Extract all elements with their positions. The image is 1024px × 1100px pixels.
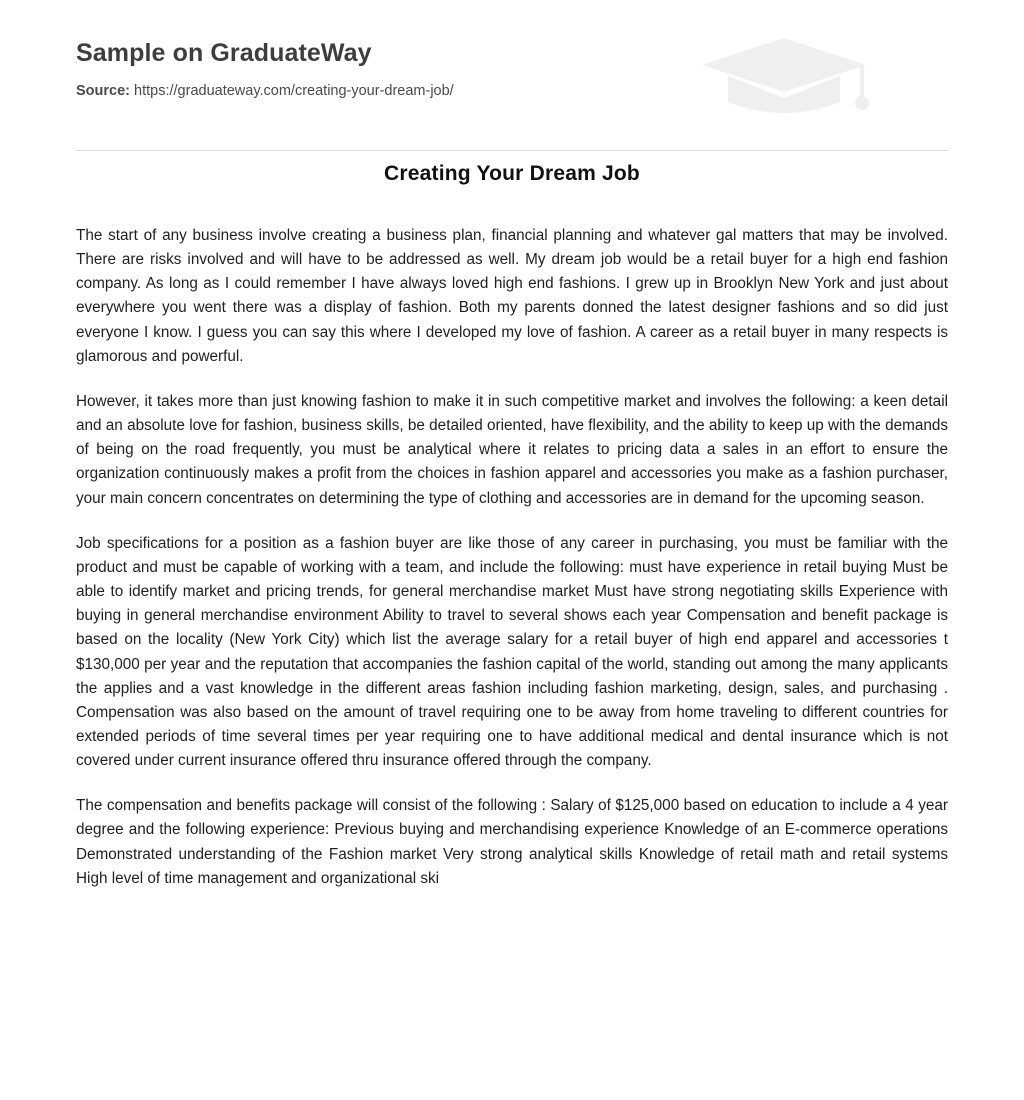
paragraph: The compensation and benefits package will consist of the following : Salary of $125,000 based on education to include a 4 year degree and the following experience: Previous buying and merchandising experience Knowledge of an E-commerce operations Demonstrated understanding of the Fashion market Very strong analytical skills Knowledge of retail math and retail systems High level of time management and organizational ski [76,797,948,887]
graduation-cap-icon [694,28,874,123]
paragraph: The start of any business involve creating a business plan, financial planning and whatever gal matters that may be involved. There are risks involved and will have to be addressed as well. My dream job would be a retail buyer for a high end fashion company. As long as I could remember I have always loved high end fashions. I grew up in Brooklyn New York and just about everywhere you went there was a display of fashion. Both my parents donned the latest designer fashions and so did just everyone I know. I guess you can say this where I developed my love of fashion. A career as a retail buyer in many respects is glamorous and powerful. [76,227,948,365]
source-label: Source: [76,83,130,99]
paragraph: Job specifications for a position as a fashion buyer are like those of any career in purchasing, you must be familiar with the product and must be capable of working with a team, and include the following: must have experience in retail buying Must be able to identify market and pricing trends, for general merchandise market Must have strong negotiating skills Experience with buying in general merchandise environment Ability to travel to several shows each year Compensation and benefit package is based on the locality (New York City) which list the average salary for a retail buyer of high end apparel and accessories t $130,000 per year and the reputation that accompanies the fashion capital of the world, standing out among the many applicants the applies and a vast knowledge in the different areas fashion including fashion marketing, design, sales, and purchasing . Compensation was also based on the amount of travel requiring one to be away from home traveling to different countries for extended periods of time several times per year requiring one to have additional medical and dental insurance which is not covered under current insurance offered thru insurance offered through the company. [76,534,948,770]
site-title: Sample on GraduateWay [76,39,372,67]
page-title: Creating Your Dream Job [384,162,640,185]
header-divider [76,150,948,151]
document-body [76,224,948,891]
source-url[interactable]: https://graduateway.com/creating-your-dream-job/ [134,83,454,99]
page-header [76,0,948,104]
paragraph: However, it takes more than just knowing fashion to make it in such competitive market and involves the following: a keen detail and an absolute love for fashion, business skills, be detailed oriented, have flexibility, and the ability to keep up with the demands of being on the road frequently, you must be analytical where it relates to pricing data a sales in an effort to ensure the organization continuously makes a profit from the choices in fashion apparel and accessories you make as a fashion purchaser, your main concern concentrates on determining the type of clothing and accessories are in demand for the upcoming season. [76,392,948,507]
